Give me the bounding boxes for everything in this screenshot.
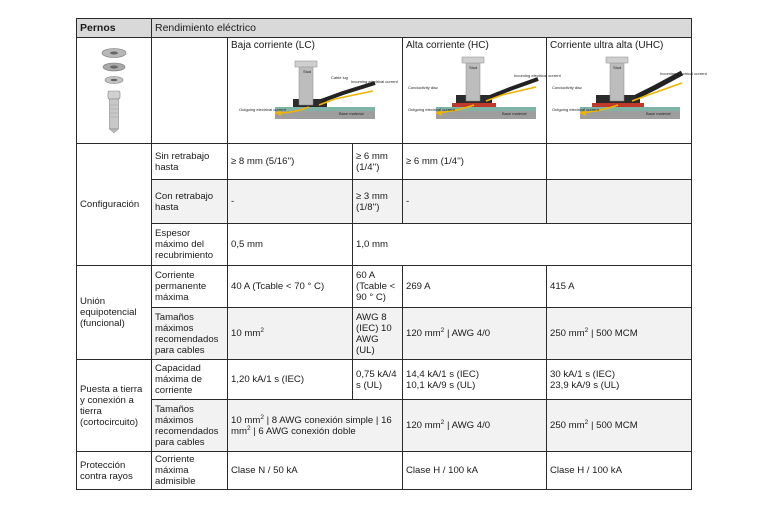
- cell-tam-union-mid: AWG 8 (IEC) 10 AWG (UL): [353, 308, 403, 360]
- row-label-tamanos-union: Tamaños máximos recomendados para cables: [152, 308, 228, 360]
- cell-cap-lc: 1,20 kA/1 s (IEC): [228, 360, 353, 400]
- cell-tam-tierra-lc: [228, 400, 403, 452]
- cell-con-hc: -: [403, 180, 547, 224]
- hc-diagram-cell: [403, 38, 561, 144]
- tam-tierra-hc-value: 120 mm: [406, 420, 441, 431]
- group-rayos: Protección contra rayos: [77, 452, 152, 490]
- uhc-diagram-cell: [547, 38, 707, 144]
- cell-cap-uhc: [547, 360, 692, 400]
- table-row: [77, 400, 692, 452]
- cell-rayos-lc: Clase N / 50 kA: [228, 452, 403, 490]
- table-row: [77, 180, 692, 224]
- label-base-uhc: Base material: [646, 110, 671, 116]
- label-stud-uhc: Stud: [613, 64, 622, 70]
- row-label-con-retrabajo: Con retrabajo hasta: [152, 180, 228, 224]
- label-cable-lug: Cable lug: [331, 74, 348, 80]
- tam-tierra-uhc-value: 250 mm: [550, 420, 585, 431]
- cell-corr-uhc: 415 A: [547, 266, 692, 308]
- cell-rayos-hc: Clase H / 100 kA: [403, 452, 547, 490]
- cell-corr-hc: 269 A: [403, 266, 547, 308]
- tam-tierra-lc-1: 10 mm: [231, 414, 261, 426]
- table-row: [77, 266, 692, 308]
- row-label-espesor: Espesor máximo del recubrimiento: [152, 224, 228, 266]
- cell-esp-mid: 1,0 mm: [353, 224, 692, 266]
- cell-sin-uhc: [547, 144, 692, 180]
- label-outgoing-uhc: Outgoing electrical current: [552, 106, 599, 112]
- table-row: [77, 452, 692, 490]
- header-rendimiento: Rendimiento eléctrico: [152, 19, 692, 38]
- cell-cap-hc: [403, 360, 547, 400]
- table-row: [77, 360, 692, 400]
- tam-union-uhc-value: 250 mm: [550, 328, 585, 339]
- cell-rayos-uhc: Clase H / 100 kA: [547, 452, 692, 490]
- cell-tam-tierra-hc: [403, 400, 547, 452]
- tam-tierra-hc-rest: | AWG 4/0: [444, 420, 491, 431]
- tam-tierra-hc-sup: 2: [440, 418, 445, 426]
- tam-tierra-lc-sup1: 2: [260, 413, 264, 421]
- label-conductivity-uhc: Conductivity disc: [552, 84, 583, 90]
- cell-tam-union-lc: [228, 308, 353, 360]
- hc-connection-diagram: [406, 53, 561, 125]
- cell-sin-hc: ≥ 6 mm (1/4''): [403, 144, 547, 180]
- label-outgoing: Outgoing electrical current: [239, 106, 286, 112]
- label-stud: Stud: [303, 68, 312, 74]
- tam-tierra-uhc-rest: | 500 MCM: [588, 420, 638, 431]
- label-stud-hc: Stud: [469, 64, 478, 70]
- tam-union-uhc-sup: 2: [584, 326, 589, 334]
- cell-tam-tierra-uhc: [547, 400, 692, 452]
- cap-hc-line1: 14,4 kA/1 s (IEC): [406, 368, 480, 380]
- studs-image-cell: [77, 38, 152, 144]
- tam-union-lc-sup: 2: [260, 326, 264, 334]
- lc-diagram-cell: [228, 38, 403, 144]
- cell-sin-mid: ≥ 6 mm (1/4''): [353, 144, 403, 180]
- spec-table: [76, 18, 707, 490]
- cell-cap-mid: 0,75 kA/4 s (UL): [353, 360, 403, 400]
- table-row: [77, 144, 692, 180]
- tam-tierra-uhc-sup: 2: [584, 418, 589, 426]
- tam-union-hc-value: 120 mm: [406, 328, 441, 339]
- label-incoming-uhc: Incoming electrical current: [660, 70, 707, 76]
- cell-esp-lc: 0,5 mm: [228, 224, 353, 266]
- row-label-tamanos-tierra: Tamaños máximos recomendados para cables: [152, 400, 228, 452]
- tam-tierra-lc-3: | 6 AWG conexión doble: [250, 425, 356, 437]
- studs-illustration: [94, 43, 134, 135]
- group-union: Unión equipotencial (funcional): [77, 266, 152, 360]
- cap-uhc-line2: 23,9 kA/9 s (UL): [550, 379, 620, 391]
- table-row: [77, 308, 692, 360]
- row-label-corriente: Corriente permanente máxima: [152, 266, 228, 308]
- group-configuracion: Configuración: [77, 144, 152, 266]
- cell-corr-lc: 40 A (Tcable < 70 ° C): [228, 266, 353, 308]
- header-pernos: Pernos: [77, 19, 152, 38]
- cap-hc-line2: 10,1 kA/9 s (UL): [406, 379, 476, 391]
- empty-cell: [152, 38, 228, 144]
- row-label-corriente-admisible: Corriente máxima admisible: [152, 452, 228, 490]
- cell-sin-lc: ≥ 8 mm (5/16''): [228, 144, 353, 180]
- row-label-capacidad: Capacidad máxima de corriente: [152, 360, 228, 400]
- column-header-hc: Alta corriente (HC): [406, 40, 489, 51]
- tam-union-uhc-rest: | 500 MCM: [588, 328, 638, 339]
- cell-con-uhc: [547, 180, 692, 224]
- cell-tam-union-uhc: [547, 308, 692, 360]
- table-header-row: [77, 19, 692, 38]
- label-incoming-hc: Incoming electrical current: [514, 72, 561, 78]
- table-row: [77, 224, 692, 266]
- tam-tierra-lc-2: | 8 AWG conexión simple | 16 mm: [231, 414, 392, 437]
- row-label-sin-retrabajo: Sin retrabajo hasta: [152, 144, 228, 180]
- cell-con-mid: ≥ 3 mm (1/8''): [353, 180, 403, 224]
- cell-corr-mid: 60 A (Tcable < 90 ° C): [353, 266, 403, 308]
- tam-union-lc-value: 10 mm: [231, 328, 261, 339]
- tam-union-hc-sup: 2: [440, 326, 445, 334]
- diagram-row: [77, 38, 692, 144]
- label-base-hc: Base material: [502, 110, 527, 116]
- tam-tierra-lc-sup2: 2: [246, 424, 251, 432]
- label-outgoing-hc: Outgoing electrical current: [408, 106, 455, 112]
- group-tierra: Puesta a tierra y conexión a tierra (cortocircuito): [77, 360, 152, 452]
- column-header-uhc: Corriente ultra alta (UHC): [550, 40, 664, 51]
- lc-connection-diagram: [235, 53, 398, 125]
- label-base: Base material: [339, 110, 364, 116]
- uhc-connection-diagram: [550, 53, 707, 125]
- cap-uhc-line1: 30 kA/1 s (IEC): [550, 368, 616, 380]
- cell-con-lc: -: [228, 180, 353, 224]
- tam-union-hc-rest: | AWG 4/0: [444, 328, 491, 339]
- label-incoming: Incoming electrical current: [351, 78, 398, 84]
- cell-tam-union-hc: [403, 308, 547, 360]
- column-header-lc: Baja corriente (LC): [231, 40, 315, 51]
- label-conductivity-hc: Conductivity disc: [408, 84, 439, 90]
